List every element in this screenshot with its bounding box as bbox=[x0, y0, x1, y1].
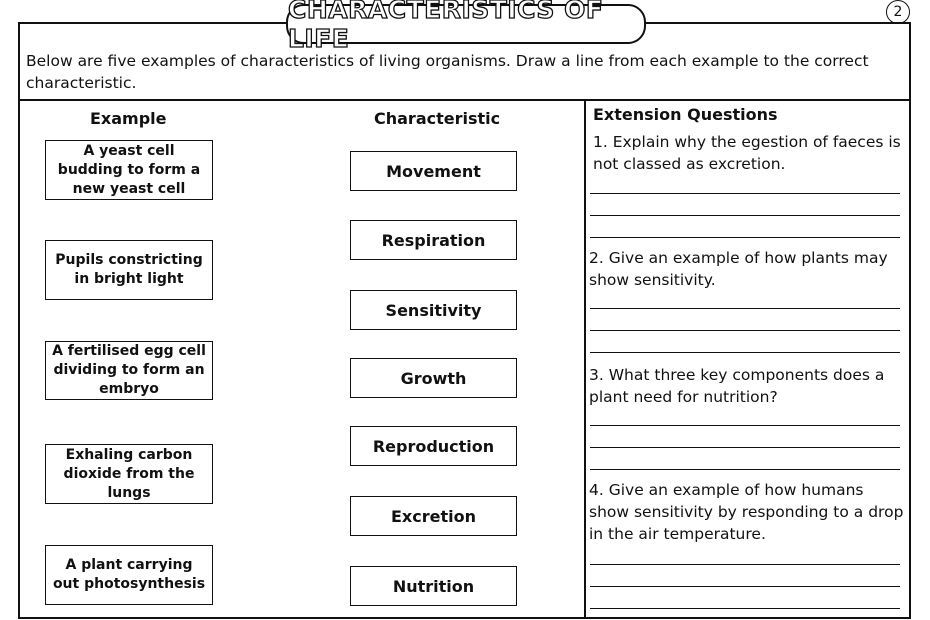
characteristic-heading: Characteristic bbox=[374, 109, 501, 128]
instructions: Below are five examples of characteristics of living organisms. Draw a line from each example to the correct characteristic. bbox=[26, 52, 869, 92]
question-1: 1. Explain why the egestion of faeces is not classed as excretion. bbox=[593, 133, 901, 173]
extension-heading: Extension Questions bbox=[593, 105, 778, 124]
answer-line[interactable] bbox=[590, 469, 900, 470]
answer-line[interactable] bbox=[590, 352, 900, 353]
title-banner bbox=[286, 0, 646, 53]
characteristic-box-sensitivity[interactable]: Sensitivity bbox=[350, 290, 517, 330]
answer-line[interactable] bbox=[590, 608, 900, 609]
characteristic-box-growth[interactable]: Growth bbox=[350, 358, 517, 398]
characteristic-box-nutrition[interactable]: Nutrition bbox=[350, 566, 517, 606]
answer-line[interactable] bbox=[590, 237, 900, 238]
example-heading: Example bbox=[90, 109, 167, 128]
example-box-photosynthesis[interactable]: A plant carrying out photosynthesis bbox=[45, 545, 213, 605]
question-2: 2. Give an example of how plants may show sensitivity. bbox=[589, 249, 888, 289]
characteristic-box-reproduction[interactable]: Reproduction bbox=[350, 426, 517, 466]
answer-line[interactable] bbox=[590, 425, 900, 426]
characteristic-box-respiration[interactable]: Respiration bbox=[350, 220, 517, 260]
section-divider bbox=[18, 99, 911, 101]
example-box-yeast[interactable]: A yeast cell budding to form a new yeast cell bbox=[45, 140, 213, 200]
answer-line[interactable] bbox=[590, 586, 900, 587]
example-box-egg-cell[interactable]: A fertilised egg cell dividing to form an embryo bbox=[45, 341, 213, 400]
page-number-badge: 2 bbox=[886, 0, 910, 24]
answer-line[interactable] bbox=[590, 193, 900, 194]
question-4: 4. Give an example of how humans show sensitivity by responding to a drop in the air temperature. bbox=[589, 481, 904, 543]
example-box-exhaling[interactable]: Exhaling carbon dioxide from the lungs bbox=[45, 444, 213, 504]
column-divider bbox=[584, 99, 586, 619]
answer-line[interactable] bbox=[590, 215, 900, 216]
page-title: CHARACTERISTICS OF LIFE bbox=[288, 0, 604, 53]
answer-line[interactable] bbox=[590, 564, 900, 565]
example-box-pupils[interactable]: Pupils constricting in bright light bbox=[45, 240, 213, 300]
answer-line[interactable] bbox=[590, 330, 900, 331]
answer-line[interactable] bbox=[590, 447, 900, 448]
question-3: 3. What three key components does a plant need for nutrition? bbox=[589, 366, 885, 406]
characteristic-box-movement[interactable]: Movement bbox=[350, 151, 517, 191]
answer-line[interactable] bbox=[590, 308, 900, 309]
characteristic-box-excretion[interactable]: Excretion bbox=[350, 496, 517, 536]
